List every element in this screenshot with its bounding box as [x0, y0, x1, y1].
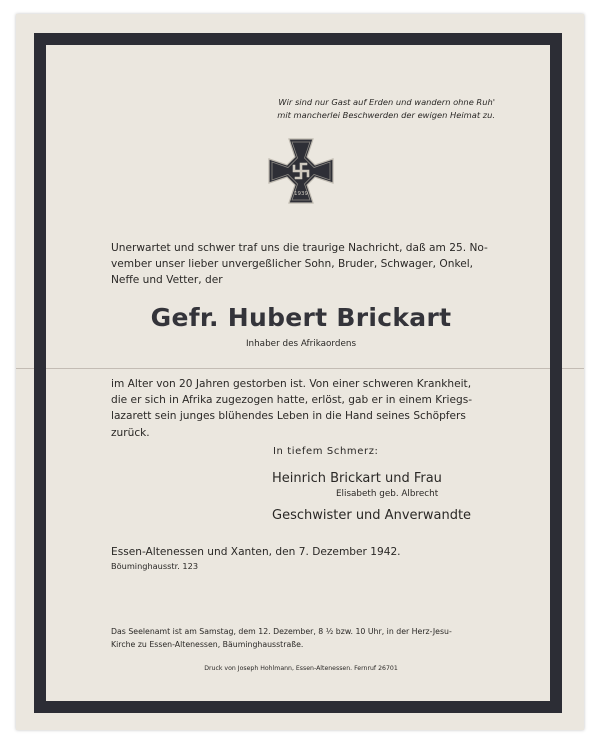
grief-line: In tiefem Schmerz: [273, 446, 379, 457]
order-line: Inhaber des Afrikaordens [245, 339, 357, 349]
deceased-name: Gefr. Hubert Brickart [150, 303, 452, 332]
body-line: die er sich in Afrika zugezogen hatte, erlöst, gab er in einem Kriegs- [111, 394, 473, 407]
motto [150, 96, 495, 122]
body-line: zurück. [111, 426, 150, 439]
body-text [111, 376, 491, 441]
motto-line-2: mit mancherlei Beschwerden der ewigen Heimat zu. [277, 110, 495, 120]
intro-text [111, 240, 491, 289]
intro-line: Neffe und Vetter, der [111, 274, 223, 287]
place-date: Essen-Altenessen und Xanten, den 7. Dezember 1942. [111, 546, 401, 558]
mourner-parents: Heinrich Brickart und Frau [272, 471, 442, 486]
requiem-line: Kirche zu Essen-Altenessen, Bäuminghausstraße. [111, 639, 304, 649]
iron-cross-icon [267, 137, 335, 205]
intro-line: vember unser lieber unvergeßlicher Sohn, Bruder, Schwager, Onkel, [111, 258, 474, 271]
intro-line: Unerwartet und schwer traf uns die traurige Nachricht, daß am 25. No- [111, 242, 488, 254]
mourner-siblings: Geschwister und Anverwandte [272, 508, 472, 523]
requiem-line: Das Seelenamt ist am Samstag, dem 12. Dezember, 8 ½ bzw. 10 Uhr, in der Herz-Jesu- [111, 627, 452, 636]
street-address: Böuminghausstr. 123 [111, 561, 199, 571]
mourner-mother: Elisabeth geb. Albrecht [336, 489, 439, 499]
cross-year: 1939 [294, 191, 308, 197]
printer-line: Druck von Joseph Hohlmann, Essen-Altenessen. Fernruf 26701 [204, 665, 398, 672]
body-line: lazarett sein junges blühendes Leben in die Hand seines Schöpfers [111, 410, 466, 423]
motto-line-1: Wir sind nur Gast auf Erden und wandern ohne Ruh' [278, 97, 495, 107]
body-line: im Alter von 20 Jahren gestorben ist. Von einer schweren Krankheit, [111, 378, 472, 390]
requiem-notice [111, 626, 496, 651]
mourning-border [34, 33, 562, 713]
